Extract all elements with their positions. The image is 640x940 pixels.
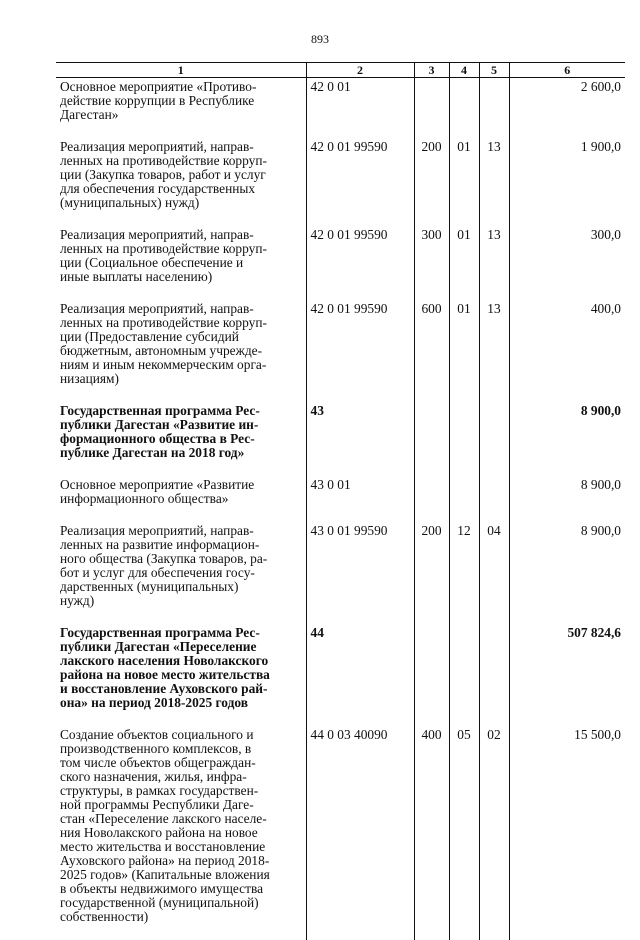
- table-row: [56, 726, 625, 940]
- row-col4-cell: 05: [449, 726, 479, 940]
- column-header: 4: [449, 63, 479, 78]
- page-number: 893: [0, 32, 640, 47]
- row-code-cell: 42 0 01: [306, 78, 414, 139]
- row-col5-cell: [479, 476, 509, 522]
- table-row: [56, 78, 625, 139]
- table-row: [56, 226, 625, 300]
- row-col4-cell: [449, 624, 479, 726]
- row-col3-cell: [414, 78, 449, 139]
- row-col3-cell: 300: [414, 226, 449, 300]
- table-row: [56, 138, 625, 226]
- row-col4-cell: [449, 476, 479, 522]
- row-col4-cell: [449, 402, 479, 476]
- row-col4-cell: 01: [449, 138, 479, 226]
- row-amount-cell: 8 900,0: [509, 522, 625, 624]
- row-col5-cell: [479, 402, 509, 476]
- row-col5-cell: 13: [479, 226, 509, 300]
- row-name-cell: Реализация мероприятий, направ- ленных на противодействие корруп- ции (Предоставление субсидий бюджетным, автономным учрежде- ниям и иным некоммерческим орга- низациям): [56, 300, 306, 402]
- row-name-cell: Основное мероприятие «Развитие информационного общества»: [56, 476, 306, 522]
- row-code-cell: 43: [306, 402, 414, 476]
- budget-table: [56, 62, 625, 940]
- row-col5-cell: 13: [479, 300, 509, 402]
- row-col3-cell: 200: [414, 138, 449, 226]
- row-code-cell: 44: [306, 624, 414, 726]
- row-name-cell: Реализация мероприятий, направ- ленных на противодействие корруп- ции (Социальное обеспечение и иные выплаты населению): [56, 226, 306, 300]
- row-amount-cell: 15 500,0: [509, 726, 625, 940]
- table-row: [56, 476, 625, 522]
- row-col3-cell: 600: [414, 300, 449, 402]
- row-col3-cell: 400: [414, 726, 449, 940]
- row-name-cell: Реализация мероприятий, направ- ленных на противодействие корруп- ции (Закупка товаров, работ и услуг для обеспечения государственных (муниципальных) нужд): [56, 138, 306, 226]
- row-code-cell: 43 0 01 99590: [306, 522, 414, 624]
- row-amount-cell: 507 824,6: [509, 624, 625, 726]
- table-row: [56, 624, 625, 726]
- row-col4-cell: [449, 78, 479, 139]
- row-amount-cell: 1 900,0: [509, 138, 625, 226]
- row-name-cell: Создание объектов социального и производственного комплексов, в том числе объектов общеграждан- ского назначения, жилья, инфра- структуры, в рамках государствен- ной программы Республики Даге- стан «Переселение лакского населе- ния Новолакского района на новое место жительства и восстановление Ауховского района» на период 2018- 2025 годов» (Капитальные вложения в объекты недвижимого имущества государственной (муниципальной) собственности): [56, 726, 306, 940]
- table-row: [56, 300, 625, 402]
- table-header-row: [56, 63, 625, 78]
- table-body: [56, 78, 625, 940]
- column-header: 6: [509, 63, 625, 78]
- row-name-cell: Основное мероприятие «Противо- действие коррупции в Республике Дагестан»: [56, 78, 306, 139]
- row-code-cell: 42 0 01 99590: [306, 300, 414, 402]
- column-header: 1: [56, 63, 306, 78]
- row-name-cell: Государственная программа Рес- публики Дагестан «Развитие ин- формационного общества в Рес- публике Дагестан на 2018 год»: [56, 402, 306, 476]
- column-header: 2: [306, 63, 414, 78]
- row-col3-cell: [414, 476, 449, 522]
- row-col4-cell: 01: [449, 226, 479, 300]
- row-code-cell: 43 0 01: [306, 476, 414, 522]
- row-amount-cell: 400,0: [509, 300, 625, 402]
- row-col3-cell: [414, 402, 449, 476]
- row-col5-cell: [479, 624, 509, 726]
- column-header: 5: [479, 63, 509, 78]
- row-amount-cell: 8 900,0: [509, 402, 625, 476]
- row-col4-cell: 12: [449, 522, 479, 624]
- row-amount-cell: 2 600,0: [509, 78, 625, 139]
- table-row: [56, 522, 625, 624]
- row-amount-cell: 300,0: [509, 226, 625, 300]
- column-header: 3: [414, 63, 449, 78]
- row-amount-cell: 8 900,0: [509, 476, 625, 522]
- row-col5-cell: 04: [479, 522, 509, 624]
- row-name-cell: Государственная программа Рес- публики Дагестан «Переселение лакского населения Новолакского района на новое место жительства и восстановление Ауховского рай- она» на период 2018-2025 годов: [56, 624, 306, 726]
- row-code-cell: 42 0 01 99590: [306, 226, 414, 300]
- row-col5-cell: [479, 78, 509, 139]
- row-col4-cell: 01: [449, 300, 479, 402]
- row-col5-cell: 13: [479, 138, 509, 226]
- row-col3-cell: [414, 624, 449, 726]
- row-name-cell: Реализация мероприятий, направ- ленных на развитие информацион- ного общества (Закупка товаров, ра- бот и услуг для обеспечения госу- дарственных (муниципальных) нужд): [56, 522, 306, 624]
- row-code-cell: 44 0 03 40090: [306, 726, 414, 940]
- row-col3-cell: 200: [414, 522, 449, 624]
- table-row: [56, 402, 625, 476]
- row-col5-cell: 02: [479, 726, 509, 940]
- row-code-cell: 42 0 01 99590: [306, 138, 414, 226]
